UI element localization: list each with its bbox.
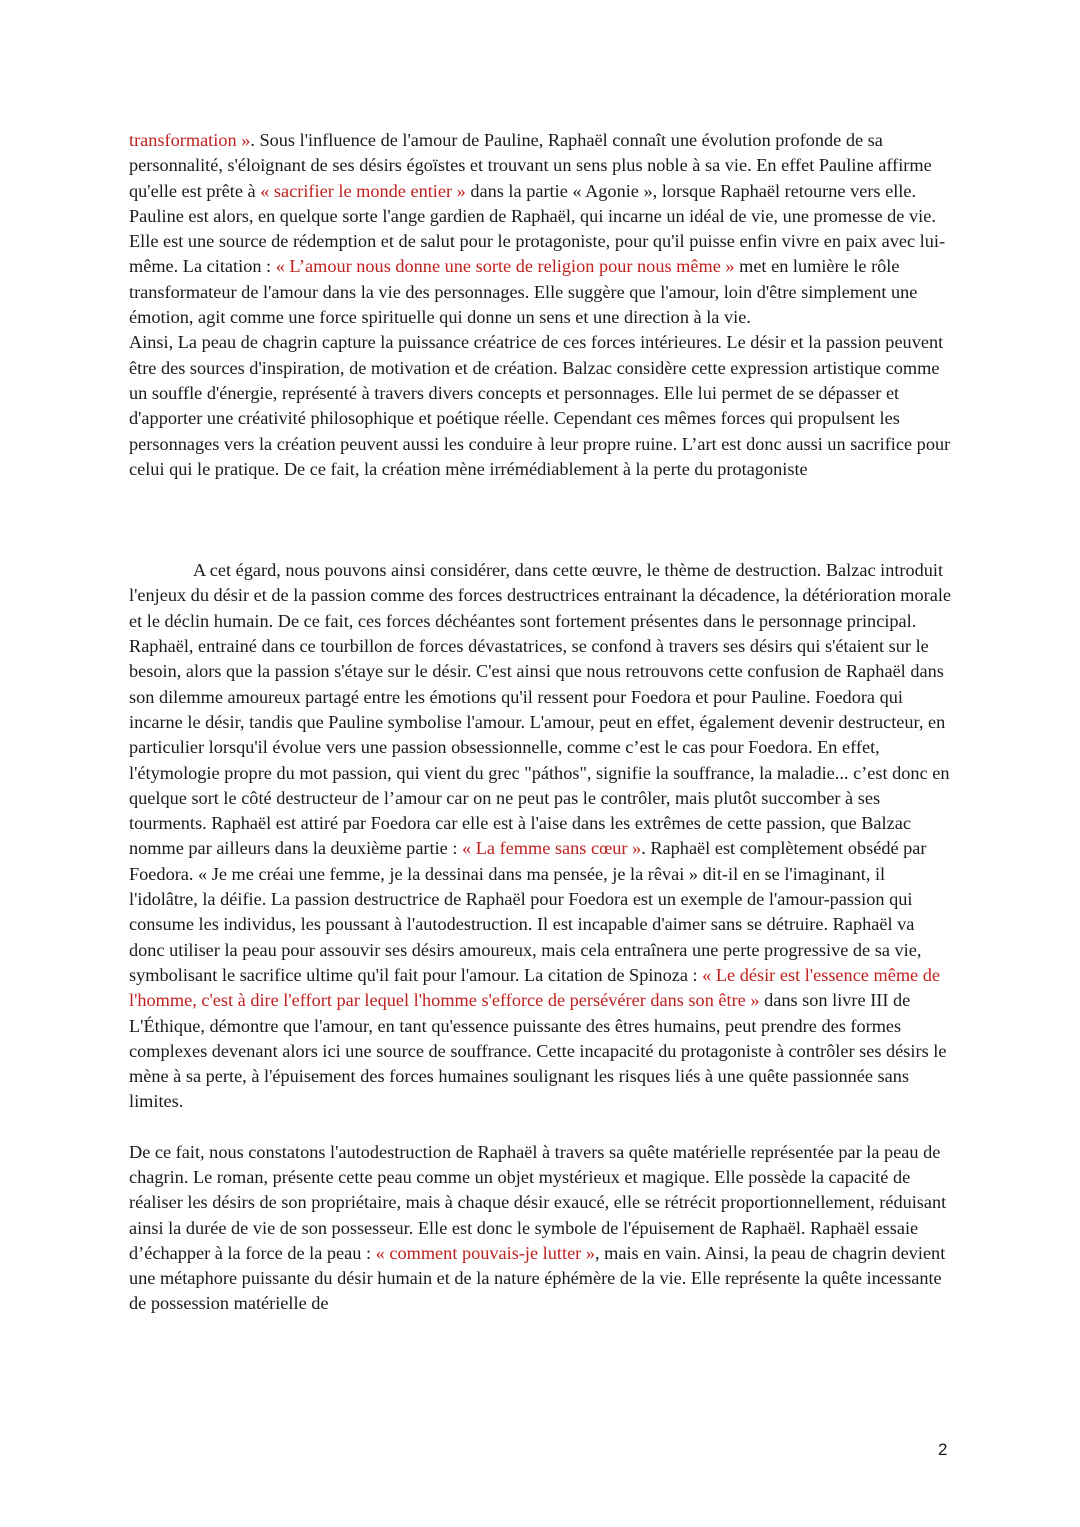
quote-transformation: transformation » <box>129 130 251 150</box>
paragraph-text: De ce fait, nous constatons l'autodestruction de Raphaël à travers sa quête matérielle représentée par la peau de chagrin. Le roman, présente cette peau comme un objet mystérieux et magique. Elle possède la capacité de réaliser les désirs de son propriétaire, mais à chaque désir exaucé, elle se rétrécit proportionnellement, réduisant ainsi la durée de vie de son possesseur. Elle est donc le symbole de l'épuisement de Raphaël. Raphaël essaie d’échapper à la force de la peau : <box>129 1141 947 1263</box>
paragraph-creation: Ainsi, La peau de chagrin capture la puissance créatrice de ces forces intérieures. Le désir et la passion peuvent être des sources d'inspiration, de motivation et de création. Balzac considère cette expression artistique comme un souffle d'énergie, représenté à travers divers concepts et personnages. Elle lui permet de se dépasser et d'apporter une créativité philosophique et poétique réelle. Cependant ces mêmes forces qui propulsent les personnages vers la création peuvent aussi les conduire à leur propre ruine. L’art est donc aussi un sacrifice pour celui qui le pratique. De ce fait, la création mène irrémédiablement à la perte du protagoniste <box>129 332 951 479</box>
paragraph-text: met en lumière le rôle transformateur de l'amour dans la vie des personnages. Elle suggère que l'amour, loin d'être simplement une émotion, agit comme une force spirituelle qui donne un sens et une direction à la vie. <box>129 256 918 328</box>
paragraph-text: dans son livre III de L'Éthique, démontre que l'amour, en tant qu'essence puissante des êtres humains, peut prendre des formes complexes devenant alors ici une source de souffrance. Cette incapacité du protagoniste à contrôler ses désirs le mène à sa perte, à l'épuisement des forces humaines soulignant les risques liés à une quête passionnée sans limites. <box>129 990 947 1112</box>
paragraph-autodestruction <box>129 1140 953 1317</box>
quote-femme-sans-coeur: « La femme sans cœur » <box>462 838 642 859</box>
paragraph-love-transformation <box>129 128 953 330</box>
quote-sacrifier: « sacrifier le monde entier » <box>260 180 466 201</box>
paragraph-text: . Sous l'influence de l'amour de Pauline, Raphaël connaît une évolution profonde de sa personnalité, s'éloignant de ses désirs égoïstes et trouvant un sens plus noble à sa vie. En effet Pauline affirme qu'elle est prête à <box>129 130 932 201</box>
document-body <box>129 128 953 1317</box>
paragraph-destruction <box>129 558 953 1115</box>
paragraph-spacer <box>129 1115 953 1140</box>
paragraph-text: , mais en vain. Ainsi, la peau de chagrin devient une métaphore puissante du désir humain et de la nature éphémère de la vie. Elle représente la quête incessante de possession matérielle de <box>129 1242 946 1314</box>
page-number: 2 <box>938 1440 948 1459</box>
quote-spinoza: « Le désir est l'essence même de l'homme, c'est à dire l'effort par lequel l'homme s'efforce de persévérer dans son être » <box>129 964 940 1011</box>
paragraph-text: dans la partie « Agonie », lorsque Raphaël retourne vers elle. Pauline est alors, en quelque sorte l'ange gardien de Raphaël, qui incarne un idéal de vie, une promesse de vie. Elle est une source de rédemption et de salut pour le protagoniste, pour qu'il puisse enfin vivre en paix avec lui-même. La citation : <box>129 180 946 277</box>
quote-lutter: « comment pouvais-je lutter » <box>375 1242 595 1263</box>
paragraph-text: A cet égard, nous pouvons ainsi considérer, dans cette œuvre, le thème de destruction. Balzac introduit l'enjeux du désir et de la passion comme des forces destructrices entrainant la décadence, la détérioration morale et le déclin humain. De ce fait, ces forces déchéantes sont fortement présentes dans le personnage principal. Raphaël, entrainé dans ce tourbillon de forces dévastatrices, se confond à travers ses désirs qui s'étaient sur le besoin, alors que la passion s'étaye sur le désir. C'est ainsi que nous retrouvons cette confusion de Raphaël dans son dilemme amoureux partagé entre les émotions qu'il ressent pour Foedora et pour Pauline. Foedora qui incarne le désir, tandis que Pauline symbolise l'amour. L'amour, peut en effet, également devenir destructeur, en particulier lorsqu'il évolue vers une passion obsessionnelle, comme c’est le cas pour Foedora. En effet, l'étymologie propre du mot passion, qui vient du grec "páthos", signifie la souffrance, la maladie... c’est donc en quelque sort le côté destructeur de l’amour car on ne peut pas le contrôler, mais plutôt succomber à ses tourments. Raphaël est attiré par Foedora car elle est à l'aise dans les extrêmes de cette passion, que Balzac nomme par ailleurs dans la deuxième partie : <box>129 560 952 859</box>
quote-religion: « L’amour nous donne une sorte de religion pour nous même » <box>275 256 735 277</box>
paragraph-text: . Raphaël est complètement obsédé par Foedora. « Je me créai une femme, je la dessinai dans ma pensée, je la rêvai » dit-il en se l'imaginant, il l'idolâtre, la déifie. La passion destructrice de Raphaël pour Foedora est un exemple de l'amour-passion qui consume les individus, les poussant à l'autodestruction. Il est incapable d'aimer sans se détruire. Raphaël va donc utiliser la peau pour assouvir ses désirs amoureux, mais cela entraînera une perte progressive de sa vie, symbolisant le sacrifice ultime qu'il fait pour l'amour. La citation de Spinoza : <box>129 838 927 985</box>
section-spacer <box>129 482 953 558</box>
